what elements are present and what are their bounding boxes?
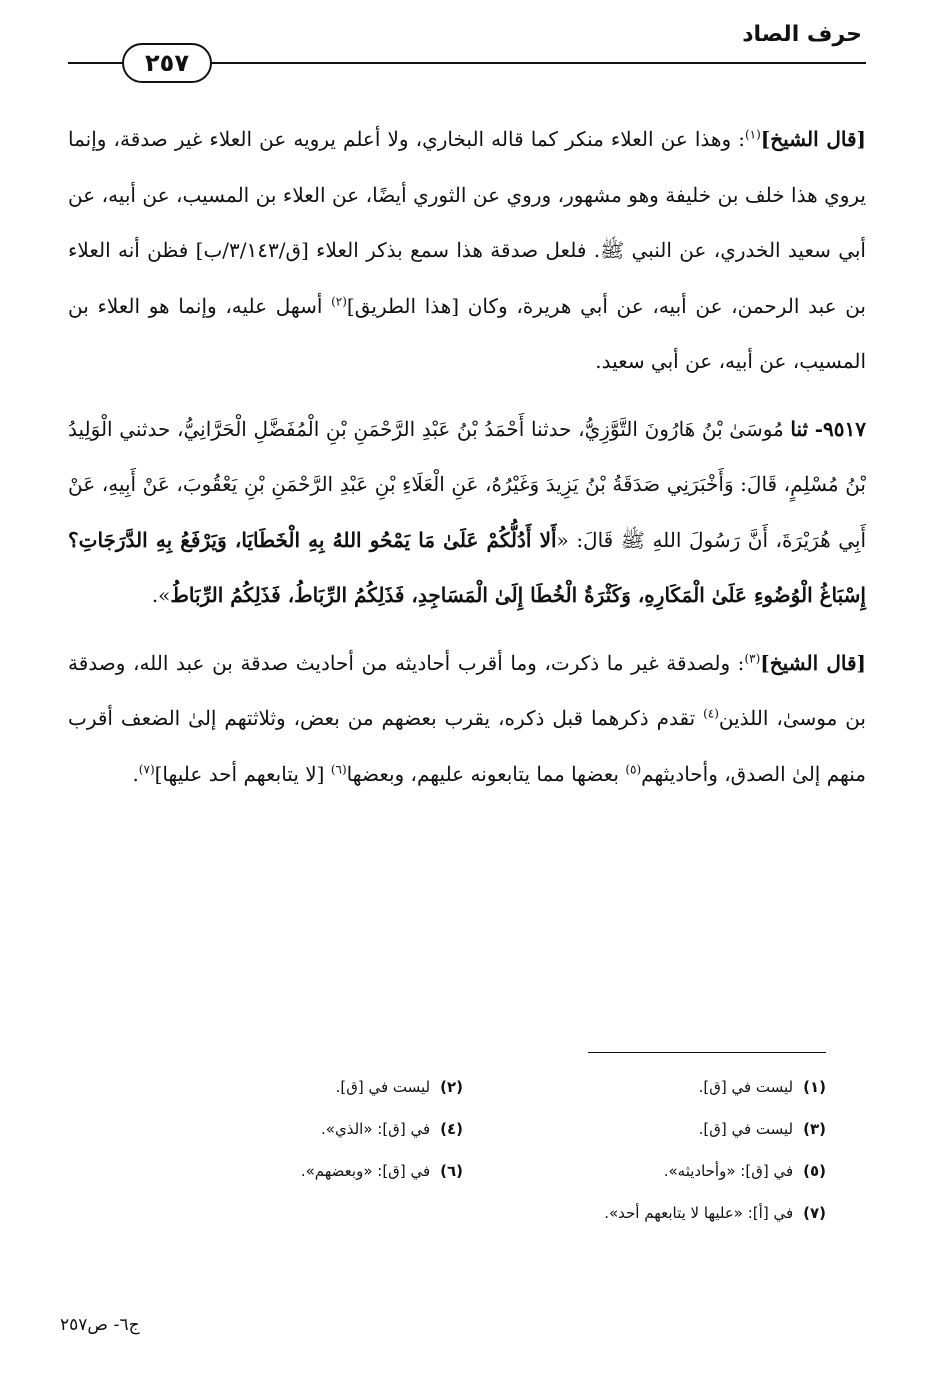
footnote: [100, 1162, 463, 1180]
footnote-ref: (٧): [138, 761, 155, 776]
page-number-badge: ٢٥٧: [122, 43, 212, 83]
hadith-number: ٩٥١٧-: [814, 416, 867, 441]
footnote-number: (١): [803, 1078, 826, 1096]
footnote: [463, 1078, 826, 1096]
footnote-row: [100, 1192, 826, 1234]
footnote-text: في [ق]: «وأحاديثه».: [663, 1162, 794, 1180]
isnad-text: مُوسَىٰ بْنُ هَارُونَ التَّوَّزِيُّ، حدثنا أَحْمَدُ بْنُ عَبْدِ الرَّحْمَنِ بْنِ الْمُفَضَّلِ الْحَرَّانِيُّ، حدثني الْوَلِيدُ بْنُ مُسْلِمٍ، قَالَ: وَأَخْبَرَنِي صَدَقَةُ بْنُ يَزِيدَ وَغَيْرُهُ، عَنِ الْعَلَاءِ بْنِ عَبْدِ الرَّحْمَنِ بْنِ يَعْقُوبَ، عَنْ أَبِيهِ، عَنْ أَبِي هُرَيْرَةَ، أَنَّ رَسُولَ اللهِ ﷺ قَالَ: «: [68, 416, 866, 552]
paragraph-sheikh-comment-1: [68, 112, 866, 390]
footnote-ref: (٦): [330, 761, 347, 776]
footnote-ref: (٢): [331, 293, 347, 308]
footnote: [463, 1120, 826, 1138]
footnote-ref: (٤): [703, 706, 719, 721]
paragraph-text: تقدم ذكرهما قبل ذكره، يقرب بعضهم من بعض، وثلاثتهم إلىٰ الضعف أقرب منهم إلىٰ الصدق، وأحاديثهم: [68, 706, 866, 786]
footnote-ref: (٥): [625, 761, 642, 776]
footnote-number: (٤): [440, 1120, 463, 1138]
footnote-number: (٦): [440, 1162, 463, 1180]
footnote-ref: (١): [744, 127, 761, 142]
footnote: [100, 1078, 463, 1096]
main-text: [68, 112, 866, 802]
chapter-title: حرف الصاد: [742, 22, 862, 47]
footnotes: [100, 1066, 826, 1234]
hadith-matn: أَلا أَدُلُّكُمْ عَلَىٰ مَا يَمْحُو اللهُ بِهِ الْخَطَايَا، وَيَرْفَعُ بِهِ الدَّرَجَاتِ؟ إِسْبَاغُ الْوُضُوءِ عَلَىٰ الْمَكَارِهِ، وَكَثْرَةُ الْخُطَا إِلَىٰ الْمَسَاجِدِ، فَذَلِكُمُ الرِّبَاطُ، فَذَلِكُمُ الرِّبَاطُ: [68, 527, 866, 607]
paragraph-sheikh-comment-2: [68, 636, 866, 803]
footnote-text: ليست في [ق].: [698, 1078, 794, 1096]
footnote-row: [100, 1150, 826, 1192]
footnote-text: ليست في [ق].: [698, 1120, 794, 1138]
footnote-number: (٣): [803, 1120, 826, 1138]
footnote-text: في [ق]: «الذي».: [321, 1120, 431, 1138]
paragraph-text: : وهذا عن العلاء منكر كما قاله البخاري، ولا أعلم يرويه عن العلاء غير صدقة، وإنما يروي هذا خلف بن خليفة وهو مشهور، وروي عن الثوري أيضًا، عن العلاء بن المسيب، عن أبيه، عن أبي سعيد الخدري، عن النبي ﷺ. فلعل صدقة هذا سمع بذكر العلاء [ق/٣/١٤٣/ب] فظن أنه العلاء بن عبد الرحمن، عن أبيه، عن أبي هريرة، وكان [هذا الطريق]: [68, 127, 866, 318]
footnote-text: في [أ]: «عليها لا يتابعهم أحد».: [604, 1204, 794, 1222]
speaker-label: [قال الشيخ]: [760, 127, 866, 151]
hadith-lead: ثنا: [790, 416, 809, 441]
footnote-text: في [ق]: «وبعضهم».: [300, 1162, 431, 1180]
paragraph-text: [لا يتابعهم أحد عليها]: [154, 761, 331, 786]
paragraph-text: أسهل عليه، وإنما هو العلاء بن المسيب، عن أبيه، عن أبي سعيد.: [68, 293, 866, 373]
footnote: [463, 1162, 826, 1180]
paragraph-text: بعضها مما يتابعونه عليهم، وبعضها: [346, 761, 626, 786]
volume-page-reference: ج٦- ص٢٥٧: [60, 1315, 140, 1335]
footnote-ref: (٣): [744, 650, 761, 665]
footnote-separator: [588, 1052, 826, 1053]
footnote-row: [100, 1066, 826, 1108]
paragraph-text: : ولصدقة غير ما ذكرت، وما أقرب أحاديثه من أحاديث صدقة بن عبد الله، وصدقة بن موسىٰ، اللذين: [68, 650, 867, 730]
speaker-label: [قال الشيخ]: [760, 650, 866, 675]
footnote-number: (٢): [440, 1078, 463, 1096]
footnote-text: ليست في [ق].: [335, 1078, 431, 1096]
footnote-number: (٥): [803, 1162, 826, 1180]
footnote: [604, 1204, 826, 1222]
paragraph-hadith-9517: [68, 402, 866, 624]
footnote-row: [100, 1108, 826, 1150]
paragraph-text: .: [132, 761, 139, 786]
hadith-close: ».: [151, 583, 171, 607]
footnote-number: (٧): [803, 1204, 826, 1222]
footnote: [100, 1120, 463, 1138]
